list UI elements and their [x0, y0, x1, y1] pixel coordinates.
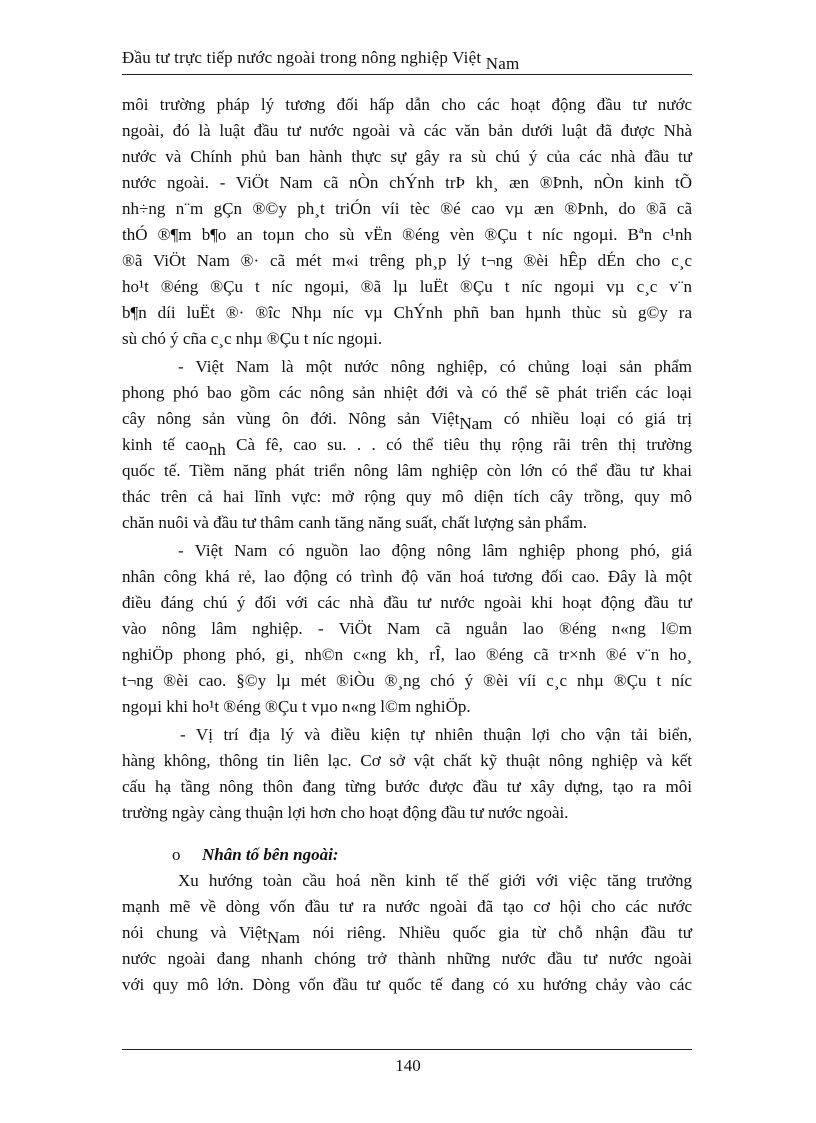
text-line [122, 894, 692, 920]
line-text: môi trường pháp lý tương đối hấp dẫn cho các hoạt động đầu tư nước [122, 95, 692, 114]
page-number: 140 [395, 1056, 421, 1075]
line-text: chăn nuôi và đầu tư thâm canh tăng năng suất, chất lượng sản phẩm. [122, 513, 588, 532]
text-line [122, 920, 692, 946]
line-text: nước ngoài. - ViÖt Nam cã nÒn chÝnh trÞ kh¸ æn ®Þnh, nÒn kinh tÕ [122, 173, 692, 192]
line-text: ®ã ViÖt Nam ®· cã mét m«i trêng ph¸p lý t¬ng ®èi hÊp dÉn cho c¸c [122, 251, 692, 270]
header-title-sub: Nam [485, 54, 520, 73]
text-line [180, 722, 692, 748]
text-line [122, 484, 692, 510]
text-line [178, 868, 692, 894]
text-line [178, 538, 692, 564]
line-text: nh÷ng n¨m gÇn ®©y ph¸t triÓn víi tèc ®é cao vµ æn ®Þnh, do ®ã cã [122, 199, 692, 218]
line-text: quốc tế. Tiềm năng phát triển nông lâm nghiệp còn lớn có thể đầu tư khai [122, 461, 692, 480]
line-text: nước và Chính phủ ban hành thực sự gây ra sù chú ý của các nhà đầu tư [122, 147, 692, 166]
line-text: - Vị trí địa lý và điều kiện tự nhiên thuận lợi cho vận tải biển, [180, 725, 692, 744]
line-text: mạnh mẽ về dòng vốn đầu tư ra nước ngoài đã tạo cơ hội cho các nước [122, 897, 692, 916]
text-line [122, 694, 471, 720]
line-text-sub: nh [208, 440, 226, 459]
footer-rule [122, 1049, 692, 1050]
line-text: - Việt Nam là một nước nông nghiệp, có chủng loại sản phẩm [178, 357, 692, 376]
line-text: Xu hướng toàn cầu hoá nền kinh tế thế giới với việc tăng trưởng [178, 871, 692, 890]
line-text: thác trên cả hai lĩnh vực: mở rộng quy mô diện tích cây trồng, quy mô [122, 487, 692, 506]
text-line [122, 118, 692, 144]
text-line [122, 590, 692, 616]
line-text-sub: Nam [266, 928, 301, 947]
running-header [122, 48, 692, 74]
text-line [122, 406, 692, 432]
text-line [122, 616, 692, 642]
text-line [122, 668, 692, 694]
line-text: sù chó ý cña c¸c nhµ ®Çu t níc ngoµi. [122, 329, 383, 348]
line-text-sub: Nam [459, 414, 493, 433]
line-text: ngoài, đó là luật đầu tư nước ngoài và các văn bản dưới luật đã được Nhà [122, 121, 692, 140]
line-text: điều đáng chú ý đối với các nhà đầu tư nước ngoài khi hoạt động đầu tư [122, 593, 692, 612]
line-text: t¬ng ®èi cao. §©y lµ mét ®iÒu ®¸ng chó ý ®èi víi c¸c nhµ ®Çu t níc [122, 671, 692, 690]
text-line [122, 248, 692, 274]
text-line [122, 326, 382, 352]
text-line [122, 144, 692, 170]
line-text: nghiÖp phong phó, gi¸ nh©n c«ng kh¸ rÎ, lao ®éng cã tr×nh ®é v¨n ho¸ [122, 645, 692, 664]
line-text: phong phó bao gồm các nông sản nhiệt đới và có thể sẽ phát triển các loại [122, 383, 692, 402]
line-text-cont: nói riêng. Nhiều quốc gia từ chỗ nhận đầu tư [300, 923, 692, 942]
text-line [178, 354, 692, 380]
line-text: thÓ ®¶m b¶o an toµn cho sù vËn ®éng vèn ®Çu t níc ngoµi. Bªn c¹nh [122, 225, 692, 244]
header-title: Đầu tư trực tiếp nước ngoài trong nông nghiệp Việt [122, 48, 482, 67]
text-line [122, 458, 692, 484]
line-text: ho¹t ®éng ®Çu t níc ngoµi, ®ã lµ luËt ®Çu t níc ngoµi vµ c¸c v¨n [122, 277, 692, 296]
text-line [122, 170, 692, 196]
line-text-cont: Cà fê, cao su. . . có thể tiêu thụ rộng rãi trên thị trường [225, 435, 692, 454]
text-line [122, 380, 692, 406]
text-line [122, 196, 692, 222]
text-line [122, 642, 692, 668]
line-text: nói chung và Việt [122, 923, 267, 942]
line-text: kinh tế cao [122, 435, 209, 454]
bullet-marker: o [172, 845, 181, 864]
line-text: cây nông sản vùng ôn đới. Nông sản Việt [122, 409, 460, 428]
text-line [122, 748, 692, 774]
text-line [122, 92, 692, 118]
line-text: nước ngoài đang nhanh chóng trở thành những nước đầu tư nước ngoài [122, 949, 692, 968]
section-title: Nhân tố bên ngoài: [202, 845, 339, 864]
line-text: nhân công khá rẻ, lao động có trình độ văn hoá tương đối cao. Đây là một [122, 567, 692, 586]
text-line [122, 432, 692, 458]
text-line [122, 946, 692, 972]
line-text: - Việt Nam có nguồn lao động nông lâm nghiệp phong phó, giá [178, 541, 692, 560]
text-line [122, 564, 692, 590]
text-line [122, 800, 568, 826]
line-text: b¶n díi luËt ®· ®îc Nhµ níc vµ ChÝnh phñ ban hµnh thùc sù g©y ra [122, 303, 692, 322]
text-line [122, 300, 692, 326]
line-text: ngoµi khi ho¹t ®éng ®Çu t vµo n«ng l©m nghiÖp. [122, 697, 471, 716]
text-line [122, 222, 692, 248]
line-text: cấu hạ tầng nông thôn đang từng bước được đầu tư xây dựng, tạo ra môi [122, 777, 692, 796]
section-heading [172, 842, 339, 868]
line-text: trường ngày càng thuận lợi hơn cho hoạt động đầu tư nước ngoài. [122, 803, 569, 822]
text-line [122, 510, 587, 536]
line-text: với quy mô lớn. Dòng vốn đầu tư quốc tế đang có xu hướng chảy vào các [122, 975, 692, 994]
line-text: hàng không, thông tin liên lạc. Cơ sở vật chất kỹ thuật nông nghiệp và kết [122, 751, 692, 770]
header-rule [122, 74, 692, 75]
text-line [122, 774, 692, 800]
line-text-cont: có nhiều loại có giá trị [492, 409, 692, 428]
line-text: vào nông lâm nghiệp. - ViÖt Nam cã nguån lao ®éng n«ng l©m [122, 619, 692, 638]
text-line [122, 972, 692, 998]
text-line [122, 274, 692, 300]
